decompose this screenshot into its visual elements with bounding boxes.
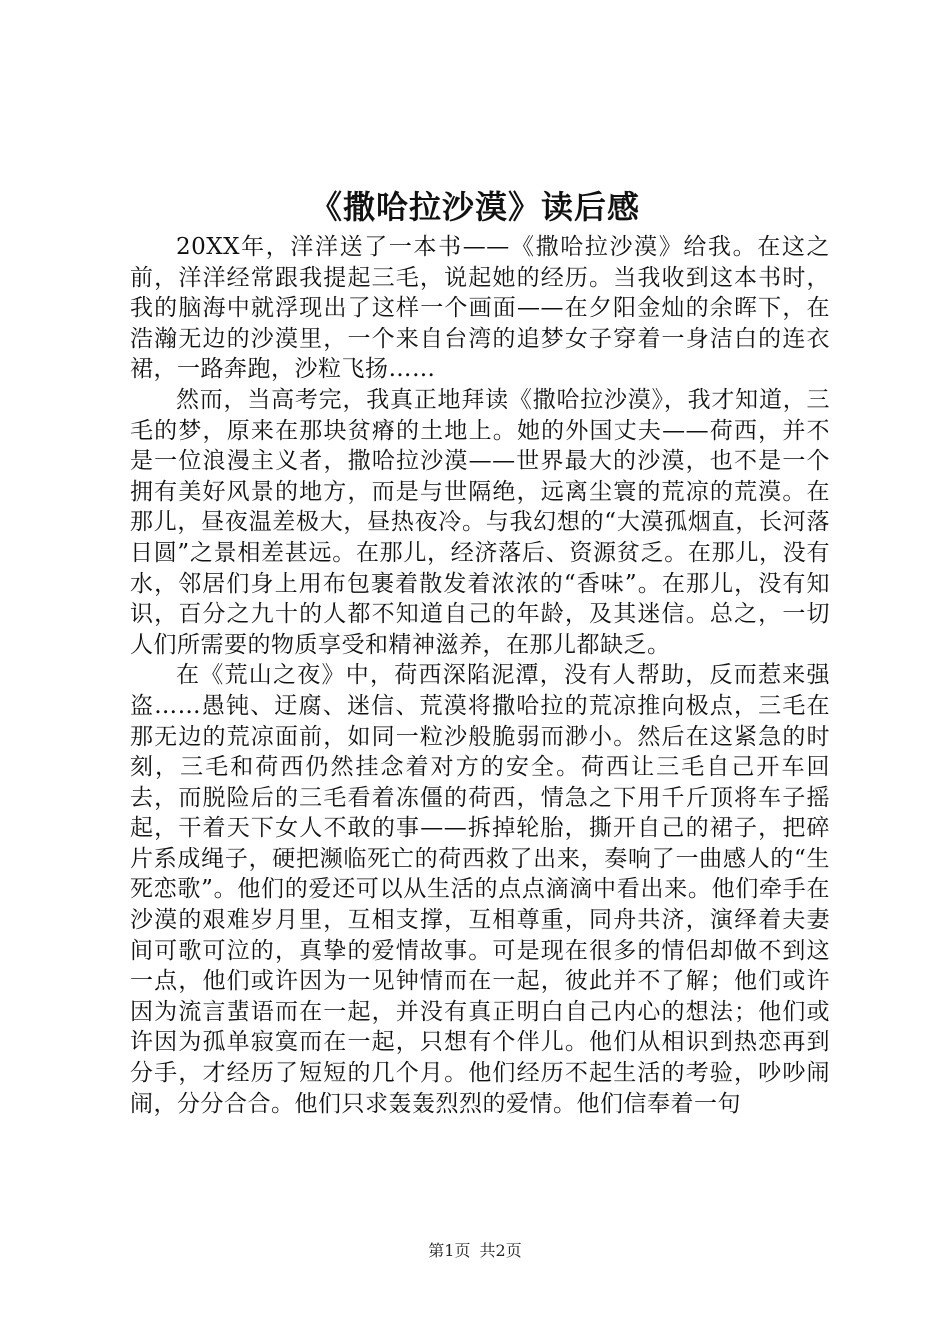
paragraph-2: 然而，当高考完，我真正地拜读《撒哈拉沙漠》，我才知道，三毛的梦，原来在那块贫瘠的土地上。她的外国丈夫——荷西，并不是一位浪漫主义者，撒哈拉沙漠——世界最大的沙漠，也不是一个拥有美好风景的地方，而是与世隔绝，远离尘寰的荒凉的荒漠。在那儿，昼夜温差极大，昼热夜冷。与我幻想的“大漠孤烟直，长河落日圆”之景相差甚远。在那儿，经济落后、资源贫乏。在那儿，没有水，邻居们身上用布包裹着散发着浓浓的“香味”。在那儿，没有知识，百分之九十的人都不知道自己的年龄，及其迷信。总之，一切人们所需要的物质享受和精神滋养，在那儿都缺乏。 [130, 386, 830, 658]
document-body [130, 232, 830, 1119]
total-pages: 共2页 [479, 1241, 522, 1260]
document-title: 《撒哈拉沙漠》读后感 [309, 188, 640, 226]
page-footer [0, 1240, 950, 1262]
paragraph-3: 在《荒山之夜》中，荷西深陷泥潭，没有人帮助，反而惹来强盗……愚钝、迂腐、迷信、荒漠将撒哈拉的荒凉推向极点，三毛在那无边的荒凉面前，如同一粒沙般脆弱而渺小。然后在这紧急的时刻，三毛和荷西仍然挂念着对方的安全。荷西让三毛自己开车回去，而脱险后的三毛看着冻僵的荷西，情急之下用千斤顶将车子摇起，干着天下女人不敢的事——拆掉轮胎，撕开自己的裙子，把碎片系成绳子，硬把濒临死亡的荷西救了出来，奏响了一曲感人的“生死恋歌”。他们的爱还可以从生活的点点滴滴中看出来。他们牵手在沙漠的艰难岁月里，互相支撑，互相尊重，同舟共济，演绎着夫妻间可歌可泣的，真挚的爱情故事。可是现在很多的情侣却做不到这一点，他们或许因为一见钟情而在一起，彼此并不了解；他们或许因为流言蜚语而在一起，并没有真正明白自己内心的想法；他们或许因为孤单寂寞而在一起，只想有个伴儿。他们从相识到热恋再到分手，才经历了短短的几个月。他们经历不起生活的考验，吵吵闹闹，分分合合。他们只求轰轰烈烈的爱情。他们信奉着一句 [130, 662, 830, 1117]
page-number: 第1页 [428, 1241, 471, 1260]
paragraph-1: 20XX年，洋洋送了一本书——《撒哈拉沙漠》给我。在这之前，洋洋经常跟我提起三毛，说起她的经历。当我收到这本书时，我的脑海中就浮现出了这样一个画面——在夕阳金灿的余晖下，在浩瀚无边的沙漠里，一个来自台湾的追梦女子穿着一身洁白的连衣裙，一路奔跑，沙粒飞扬…… [130, 234, 830, 383]
